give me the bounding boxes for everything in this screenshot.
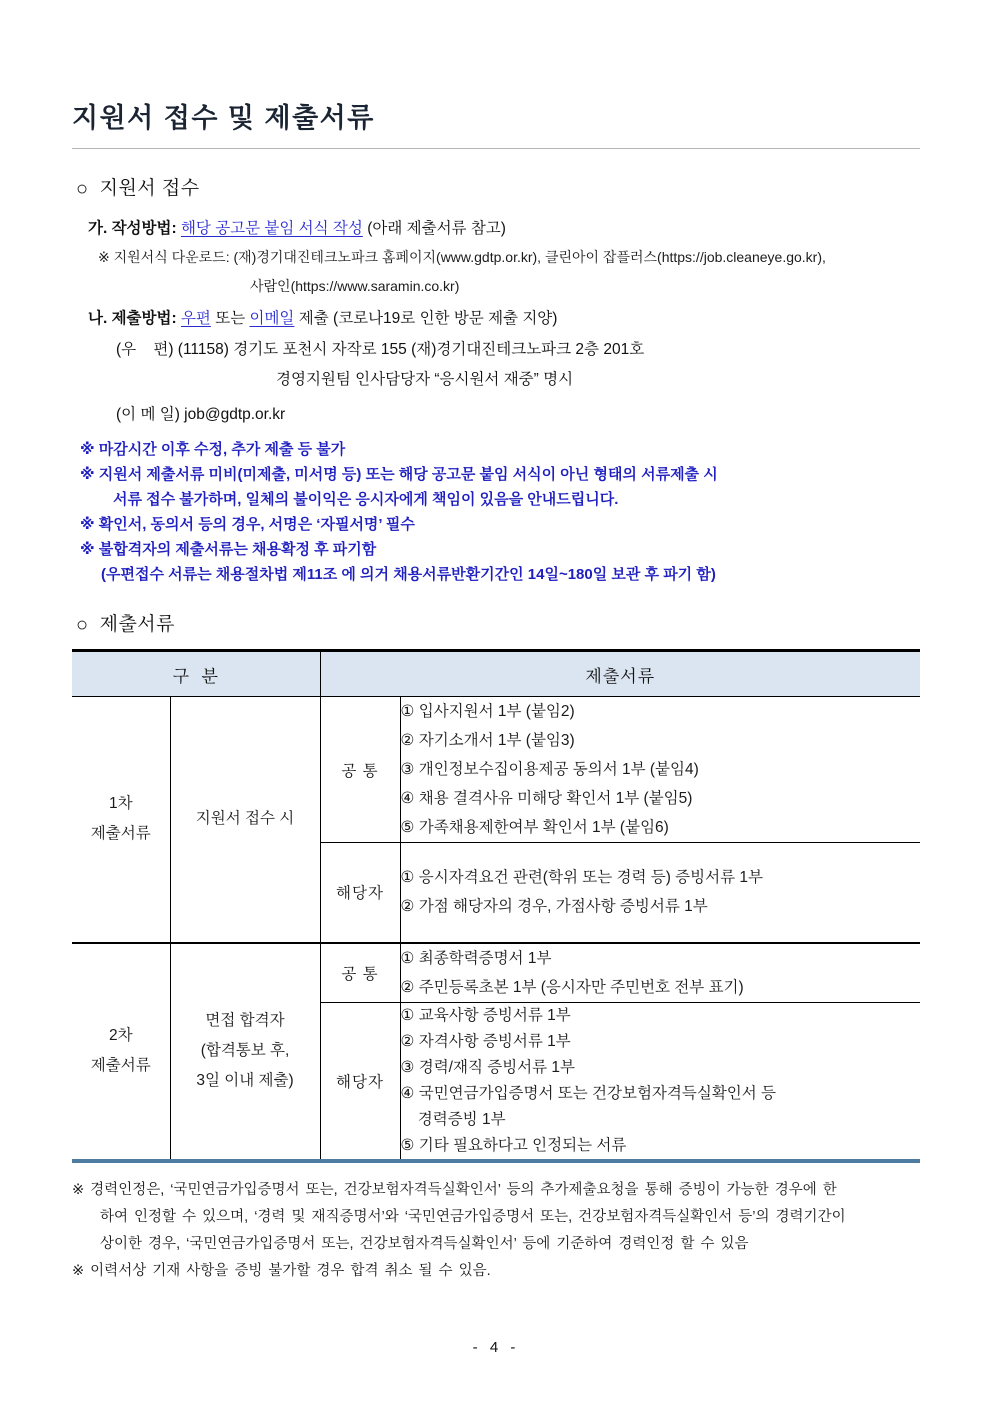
section-heading-documents-label: 제출서류 [99,614,176,635]
method-b-conj: 또는 [215,310,246,327]
list-line: ② 자기소개서 1부 (붙임3) [400,732,575,749]
footnote-career-3: 상이한 경우, ‘국민연금가입증명서 또는, 건강보험자격득실확인서’ 등에 기준하여 경력인정 할 수 있음 [100,1235,749,1252]
method-a-line [88,216,920,238]
note-incomplete-2: 서류 접수 불가하며, 일체의 불이익은 응시자에게 책임이 있음을 안내드립니다. [113,491,619,508]
list-line: ① 교육사항 증빙서류 1부 [400,1006,571,1024]
stage-2-common-items [400,943,920,1003]
email-address-line: (이 메 일) job@gdtp.or.kr [116,406,286,423]
attachment-form-link[interactable]: 해당 공고문 붙임 서식 작성 [180,220,363,237]
list-line: 2차 [108,1027,133,1044]
note-signature: ※ 확인서, 동의서 등의 경우, 서명은 ‘자필서명’ 필수 [80,516,415,533]
list-line: (합격통보 후, [200,1042,290,1059]
list-line: ① 최종학력증명서 1부 [400,949,552,967]
footnotes [72,1177,920,1285]
circle-bullet-icon: ○ [76,614,89,636]
stage-1-when-cell [170,697,320,943]
page-number: - 4 - [472,1338,520,1356]
postal-attention-line: 경영지원팀 인사담당자 “응시원서 재중” 명시 [276,371,574,388]
group-common-label: 공 통 [320,943,400,1003]
title-rule [72,148,920,149]
note-disposal-1: ※ 불합격자의 제출서류는 채용확정 후 파기함 [80,541,377,558]
list-line: ⑤ 가족채용제한여부 확인서 1부 (붙임6) [400,819,669,836]
download-note-line2: 사람인(https://www.saramin.co.kr) [250,278,460,294]
list-line: ② 가점 해당자의 경우, 가점사항 증빙서류 1부 [400,898,708,916]
list-line: ③ 경력/재직 증빙서류 1부 [400,1058,576,1076]
page-title: 지원서 접수 및 제출서류 [72,103,375,133]
list-line: ④ 채용 결격사유 미해당 확인서 1부 (붙임5) [400,790,693,807]
method-b-line [88,306,920,328]
postal-link[interactable]: 우편 [180,310,211,327]
header-documents: 제출서류 [320,651,920,697]
download-note-line1: ※ 지원서식 다운로드: (재)경기대진테크노파크 홈페이지(www.gdtp.or.kr), 클린아이 잡플러스(https://job.cleaneye.go.kr), [98,249,826,265]
list-line: 제출서류 [90,1057,151,1074]
list-line: 경력증빙 1부 [400,1110,506,1128]
section-heading-documents [76,609,920,636]
list-line: 3일 이내 제출) [196,1072,294,1089]
section-heading-reception-label: 지원서 접수 [99,178,200,199]
table-header-row [72,651,920,697]
group-applicable-label: 해당자 [320,843,400,943]
footnote-career-2: 하여 인정할 수 있으며, ‘경력 및 재직증명서’와 ‘국민연금가입증명서 또는, 건강보험자격득실확인서 등’의 경력기간이 [100,1208,846,1225]
circle-bullet-icon: ○ [76,178,89,200]
list-line: 1차 [108,795,133,813]
list-line: ④ 국민연금가입증명서 또는 건강보험자격득실확인서 등 [400,1084,777,1102]
list-line: ③ 개인정보수집이용제공 동의서 1부 (붙임4) [400,761,699,778]
group-applicable-label: 해당자 [320,1002,400,1161]
section-heading-reception [76,173,920,200]
table-row [72,943,920,1003]
method-b-label: 나. 제출방법: [88,310,177,327]
note-disposal-2: (우편접수 서류는 채용절차법 제11조 에 의거 채용서류반환기간인 14일~180일 보관 후 파기 함) [101,566,716,583]
method-a-suffix: (아래 제출서류 참고) [367,220,506,237]
stage-2-cell [72,943,170,1161]
table-row [72,697,920,843]
stage-1-cell [72,697,170,943]
email-link[interactable]: 이메일 [249,310,295,327]
list-line: ① 입사지원서 1부 (붙임2) [400,703,575,720]
list-line: ② 자격사항 증빙서류 1부 [400,1032,571,1050]
reception-notes [80,437,920,587]
stage-2-applicable-items [400,1002,920,1161]
list-line: 면접 합격자 [205,1012,285,1029]
method-b-suffix: 제출 (코로나19로 인한 방문 제출 지양) [298,310,558,327]
header-category: 구 분 [72,651,320,697]
footnote-resume: ※ 이력서상 기재 사항을 증빙 불가할 경우 합격 취소 될 수 있음. [72,1262,491,1279]
footnote-career-1: ※ 경력인정은, ‘국민연금가입증명서 또는, 건강보험자격득실확인서’ 등의 추가제출요청을 통해 증빙이 가능한 경우에 한 [72,1181,837,1198]
list-line: ⑤ 기타 필요하다고 인정되는 서류 [400,1136,627,1154]
method-a-label: 가. 작성방법: [88,220,177,237]
list-line: ① 응시자격요건 관련(학위 또는 경력 등) 증빙서류 1부 [400,869,763,887]
note-incomplete-1: ※ 지원서 제출서류 미비(미제출, 미서명 등) 또는 해당 공고문 붙임 서식이 아닌 형태의 서류제출 시 [80,466,718,483]
postal-address-line: (우 편) (11158) 경기도 포천시 자작로 155 (재)경기대진테크노파크 2층 201호 [116,341,645,358]
group-common-label: 공 통 [320,697,400,843]
stage-2-when-cell [170,943,320,1161]
list-line: 지원서 접수 시 [195,810,295,828]
submission-documents-table [72,649,920,1163]
stage-1-applicable-items [400,843,920,943]
note-deadline: ※ 마감시간 이후 수정, 추가 제출 등 불가 [80,441,346,458]
list-line: 제출서류 [90,825,151,843]
stage-1-common-items [400,697,920,843]
list-line: ② 주민등록초본 1부 (응시자만 주민번호 전부 표기) [400,978,744,996]
